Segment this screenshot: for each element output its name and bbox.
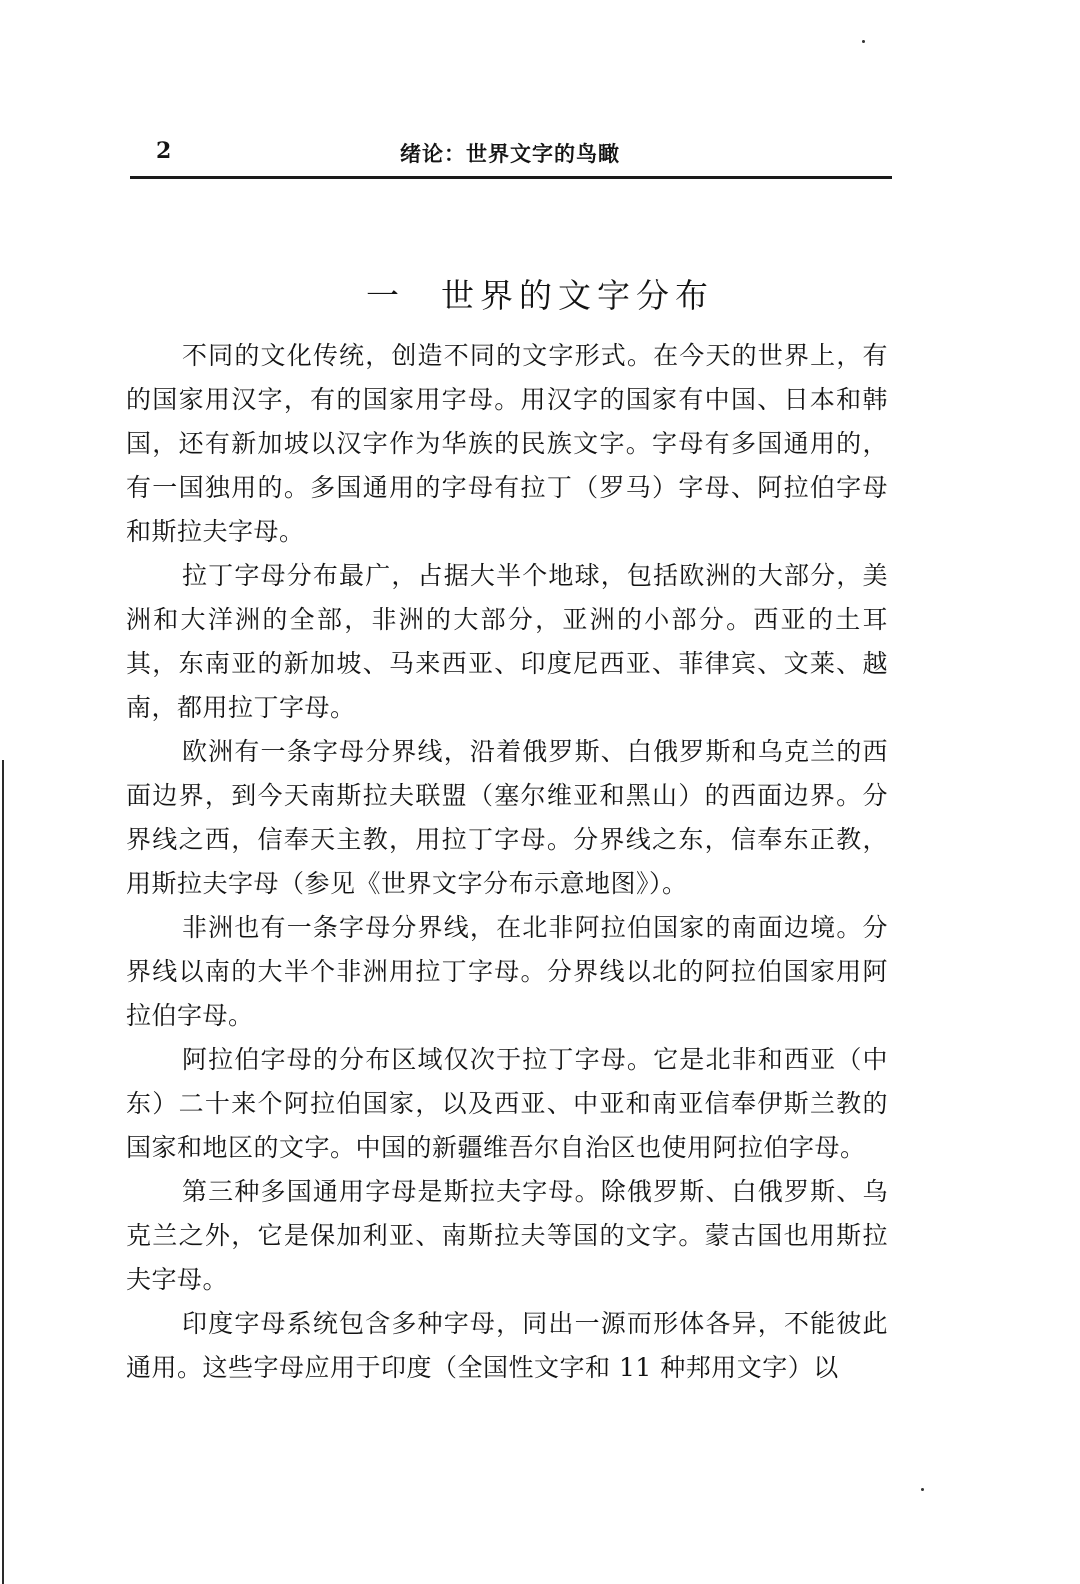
header-rule [130,176,892,179]
running-header [130,138,892,178]
running-title: 绪论：世界文字的鸟瞰 [400,141,620,166]
paragraph: 第三种多国通用字母是斯拉夫字母。除俄罗斯、白俄罗斯、乌克兰之外，它是保加利亚、南斯拉夫等国的文字。蒙古国也用斯拉夫字母。 [126,1177,888,1294]
section-number: 一 [366,276,405,316]
paragraph: 拉丁字母分布最广，占据大半个地球，包括欧洲的大部分，美洲和大洋洲的全部，非洲的大部分，亚洲的小部分。西亚的土耳其，东南亚的新加坡、马来西亚、印度尼西亚、菲律宾、文莱、越南，都用拉丁字母。 [126,561,888,722]
paragraph: 阿拉伯字母的分布区域仅次于拉丁字母。它是北非和西亚（中东）二十来个阿拉伯国家，以及西亚、中亚和南亚信奉伊斯兰教的国家和地区的文字。中国的新疆维吾尔自治区也使用阿拉伯字母。 [126,1045,888,1162]
section-title: 世界的文字分布 [441,276,714,316]
paragraph: 不同的文化传统，创造不同的文字形式。在今天的世界上，有的国家用汉字，有的国家用字母。用汉字的国家有中国、日本和韩国，还有新加坡以汉字作为华族的民族文字。字母有多国通用的，有一国独用的。多国通用的字母有拉丁（罗马）字母、阿拉伯字母和斯拉夫字母。 [126,341,888,546]
page-number: 2 [156,138,172,164]
paragraph: 欧洲有一条字母分界线，沿着俄罗斯、白俄罗斯和乌克兰的西面边界，到今天南斯拉夫联盟（塞尔维亚和黑山）的西面边界。分界线之西，信奉天主教，用拉丁字母。分界线之东，信奉东正教，用斯拉夫字母（参见《世界文字分布示意地图》）。 [126,737,888,898]
section-heading [0,270,1080,317]
body-text [126,334,888,1390]
scan-speck [921,1488,924,1491]
scan-speck [862,40,865,43]
scan-margin-line [2,760,4,1584]
paragraph: 印度字母系统包含多种字母，同出一源而形体各异，不能彼此通用。这些字母应用于印度（全国性文字和 11 种邦用文字）以 [126,1309,888,1382]
paragraph: 非洲也有一条字母分界线，在北非阿拉伯国家的南面边境。分界线以南的大半个非洲用拉丁字母。分界线以北的阿拉伯国家用阿拉伯字母。 [126,913,888,1030]
